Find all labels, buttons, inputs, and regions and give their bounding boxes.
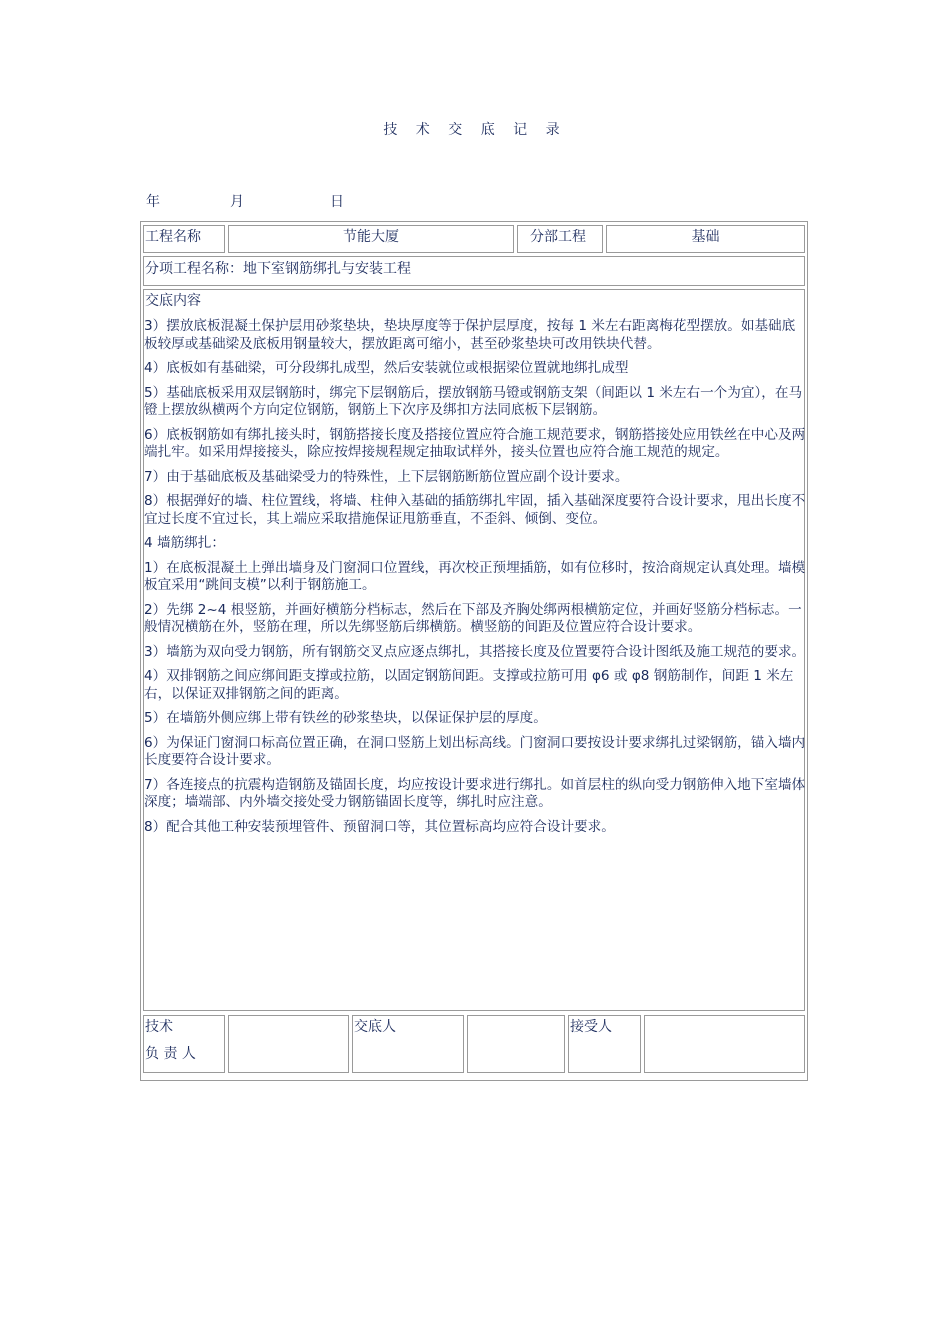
subproject-name: 分项工程名称：地下室钢筋绑扎与安装工程 [145,261,411,277]
handover-label: 交底人 [354,1019,396,1035]
paragraph: 5）基础底板采用双层钢筋时，绑完下层钢筋后，摆放钢筋马镫或钢筋支架（间距以 1 米左右一个为宜），在马镫上摆放纵横两个方向定位钢筋，钢筋上下次序及绑扣方法同底板下层钢筋。 [144,384,803,418]
paragraph: 6）底板钢筋如有绑扎接头时，钢筋搭接长度及搭接位置应符合施工规范要求，钢筋搭接处应用铁丝在中心及两端扎牢。如采用焊接接头，除应按焊接规程规定抽取试样外，接头位置也应符合施工规范的规定。 [144,426,806,460]
date-month-label: 月 [230,194,244,210]
paragraph: 2）先绑 2~4 根竖筋，并画好横筋分档标志，然后在下部及齐胸处绑两根横筋定位，并画好竖筋分档标志。一般情况横筋在外，竖筋在理，所以先绑竖筋后绑横筋。横竖筋的间距及位置应符合设计要求。 [144,601,802,635]
division-label: 分部工程 [530,229,586,245]
paragraph: 3）墙筋为双向受力钢筋，所有钢筋交叉点应逐点绑扎，其搭接长度及位置要符合设计图纸及施工规范的要求。 [144,643,806,660]
paragraph: 4）底板如有基础梁，可分段绑扎成型，然后安装就位或根据梁位置就地绑扎成型 [144,360,629,376]
tech-label-line2: 负 责 人 [145,1046,196,1062]
paragraph: 7）由于基础底板及基础梁受力的特殊性，上下层钢筋断筋位置应副个设计要求。 [144,468,629,485]
paragraph: 3）摆放底板混凝土保护层用砂浆垫块，垫块厚度等于保护层厚度，按每 1 米左右距离梅花型摆放。如基础底板较厚或基础梁及底板用钢量较大，摆放距离可缩小，甚至砂浆垫块可改用铁块代替。 [144,318,796,352]
date-year-label: 年 [146,194,160,210]
paragraph: 8）根据弹好的墙、柱位置线，将墙、柱伸入基础的插筋绑扎牢固，插入基础深度要符合设计要求，甩出长度不宜过长度不宜过长，其上端应采取措施保证甩筋垂直，不歪斜、倾倒、变位。 [144,493,806,527]
date-day-label: 日 [330,194,344,210]
paragraph: 5）在墙筋外侧应绑上带有铁丝的砂浆垫块，以保证保护层的厚度。 [144,710,547,726]
content-label: 交底内容 [145,293,201,309]
paragraph: 6）为保证门窗洞口标高位置正确，在洞口竖筋上划出标高线。门窗洞口要按设计要求绑扎过梁钢筋，锚入墙内长度要符合设计要求。 [144,734,806,768]
project-value: 节能大厦 [343,229,399,245]
paragraph: 4）双排钢筋之间应绑间距支撑或拉筋，以固定钢筋间距。支撑或拉筋可用 φ6 或 φ8 钢筋制作，间距 1 米左右，以保证双排钢筋之间的距离。 [144,668,794,702]
content-body [144,318,806,843]
receiver-label: 接受人 [570,1019,612,1035]
paragraph: 1）在底板混凝土上弹出墙身及门窗洞口位置线，再次校正预埋插筋，如有位移时，按洽商规定认真处理。墙模板宜采用“跳间支模”以利于钢筋施工。 [144,559,806,593]
tech-label-line1: 技术 [145,1019,173,1035]
division-value: 基础 [691,229,720,245]
page-title: 技 术 交 底 记 录 [383,122,567,138]
project-label: 工程名称 [145,229,201,245]
paragraph: 7）各连接点的抗震构造钢筋及锚固长度，均应按设计要求进行绑扎。如首层柱的纵向受力钢筋伸入地下室墙体深度；墙端部、内外墙交接处受力钢筋锚固长度等，绑扎时应注意。 [144,776,806,810]
handover-signature-field[interactable] [467,1015,565,1073]
paragraph: 8）配合其他工种安装预埋管件、预留洞口等，其位置标高均应符合设计要求。 [144,818,615,835]
tech-signature-field[interactable] [228,1015,349,1073]
receiver-signature-field[interactable] [644,1015,805,1073]
section-heading: 4 墙筋绑扎： [144,535,225,551]
